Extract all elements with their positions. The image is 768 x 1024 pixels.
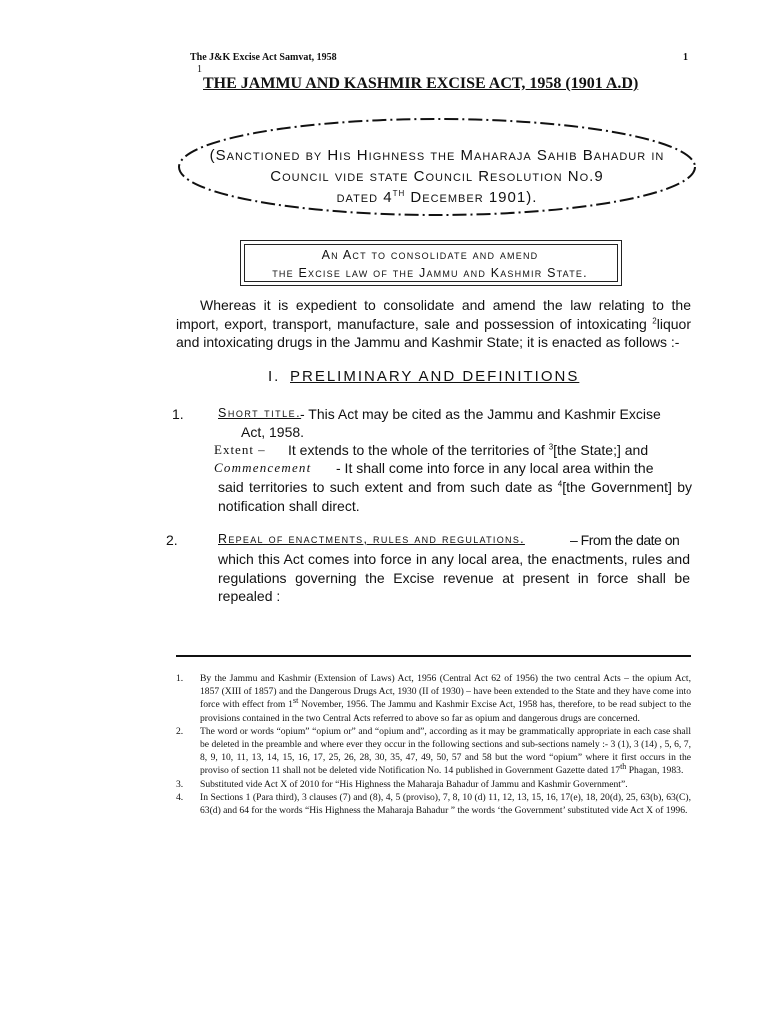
footnote-number: 2. (176, 725, 184, 737)
sanction-line-3 (192, 187, 682, 208)
purpose-line-1: An Act to consolidate and amend (321, 248, 539, 262)
footnote-item (176, 778, 691, 791)
chapter-number: I. (268, 368, 281, 385)
extent-text (288, 442, 692, 458)
footnote-item (176, 791, 691, 817)
preamble (176, 296, 691, 352)
footnote-text (200, 725, 691, 778)
footnote-text-pre: The word or words “opium” “opium or” and “opium and”, according as it may be grammatically appropriate in each case shall be deleted in the preamble and where ever they occur in the following sections and sub-sections namely :- 3 (1), 3 (14) , 5, 6, 7, 8, 9, 10, 11, 13, 14, 15, 16, 17, 25, 26, 28, 30, 35, 47, 49, 50, 57 and 58 but the word “opium” where it first occurs in the proviso of section 11 shall not be deleted vide Notification No. 14 published in Government Gazette dated 17 (200, 725, 691, 777)
section-2-number: 2. (166, 532, 178, 548)
sanction-line-3-sup: TH (392, 189, 406, 198)
footnote-text-pre: Substituted vide Act X of 2010 for “His Highness the Maharaja Bahadur of Jammu and Kashmir Government”. (200, 778, 628, 790)
footnote-number: 3. (176, 778, 184, 790)
preamble-footnote-marker: 2 (652, 315, 657, 325)
footnote-text (200, 672, 691, 725)
sanction-line-3-month: December 1901). (405, 189, 538, 206)
footnote-text-pre: In Sections 1 (Para third), 3 clauses (7) and (8), 4, 5 (proviso), 7, 8, 10 (d) 11, 12, 13, 15, 16, 17(e), 18, 20(d), 25, 63(b), 63(C), 63(d) and 64 for the words “His Highness the Maharaja Bahadur ” the words ‘the Government’ substituted vide Act X of 1996. (200, 791, 691, 817)
commencement-rest-post: [the Government] by notification shall direct. (218, 479, 692, 514)
footnote-sup: th (620, 762, 627, 772)
commencement-rest-pre: said territories to such extent and from such date as (218, 479, 558, 495)
purpose-text (244, 246, 616, 282)
preamble-part-2: liquor and intoxicating drugs in the Jammu and Kashmir State; it is enacted as follows :- (176, 315, 691, 350)
footnote-item (176, 672, 691, 725)
footnote-number: 1. (176, 673, 184, 684)
footnotes (176, 672, 691, 817)
section-2-text-start: – From the date on (570, 532, 680, 548)
commencement-continuation (218, 478, 692, 515)
sanction-line-2: Council vide state Council Resolution No.9 (270, 168, 604, 185)
sanction-line-1: (Sanctioned by His Highness the Maharaja Sahib Bahadur in (209, 147, 665, 164)
extent-footnote-marker: 3 (548, 442, 554, 452)
footnote-text (200, 791, 691, 817)
section-2-heading: Repeal of enactments, rules and regulations. (218, 532, 525, 546)
sanction-note (192, 145, 682, 208)
section-1-text: - This Act may be cited as the Jammu and Kashmir Excise (300, 406, 661, 422)
section-1-number: 1. (172, 406, 184, 422)
preamble-part-1: Whereas it is expedient to consolidate and amend the law relating to the import, export, transport, manufacture, sale and possession of intoxicating (176, 297, 691, 332)
footnote-text-post: Phagan, 1983. (626, 765, 684, 777)
running-header-title: The J&K Excise Act Samvat, 1958 (190, 52, 337, 63)
act-title: THE JAMMU AND KASHMIR EXCISE ACT, 1958 (1901 A.D) (203, 75, 639, 92)
footnote-divider (176, 655, 691, 657)
chapter-title: PRELIMINARY AND DEFINITIONS (290, 368, 580, 385)
extent-label: Extent – (214, 442, 266, 457)
purpose-line-2: the Excise law of the Jammu and Kashmir State. (272, 266, 588, 280)
section-1-heading: Short title. (218, 406, 302, 420)
footnote-item (176, 725, 691, 778)
commencement-label: Commencement (214, 460, 312, 475)
section-1-text-line-2: Act, 1958. (241, 424, 305, 440)
footnote-number: 4. (176, 791, 184, 803)
extent-text-post: [the State;] and (553, 442, 649, 458)
footnote-text-pre: By the Jammu and Kashmir (Extension of Laws) Act, 1956 (Central Act 62 of 1956) the two central Acts – the opium Act, 1857 (XIII of 1857) and the Dangerous Drugs Act, 1930 (II of 1930) – have been extended to the State and they have come into force with effect from 1 (200, 673, 691, 711)
section-2-text: which this Act comes into force in any local area, the enactments, rules and regulations governing the Excise revenue at present in force shall be repealed : (218, 551, 690, 604)
commencement-text: - It shall come into force in any local area within the (336, 460, 654, 476)
commencement-footnote-marker: 4 (557, 479, 563, 489)
footnote-sup: st (292, 696, 299, 706)
footnote-text-post: November, 1956. The Jammu and Kashmir Excise Act, 1958 has, therefore, to be read subject to the provisions contained in the two Central Acts referred to above so far as opium and dangerous drugs are concerned. (200, 699, 691, 724)
sanction-line-3-date: dated 4 (336, 189, 393, 206)
extent-text-pre: It extends to the whole of the territories of (288, 442, 549, 458)
footnote-text (200, 778, 691, 791)
page-number: 1 (683, 52, 688, 63)
